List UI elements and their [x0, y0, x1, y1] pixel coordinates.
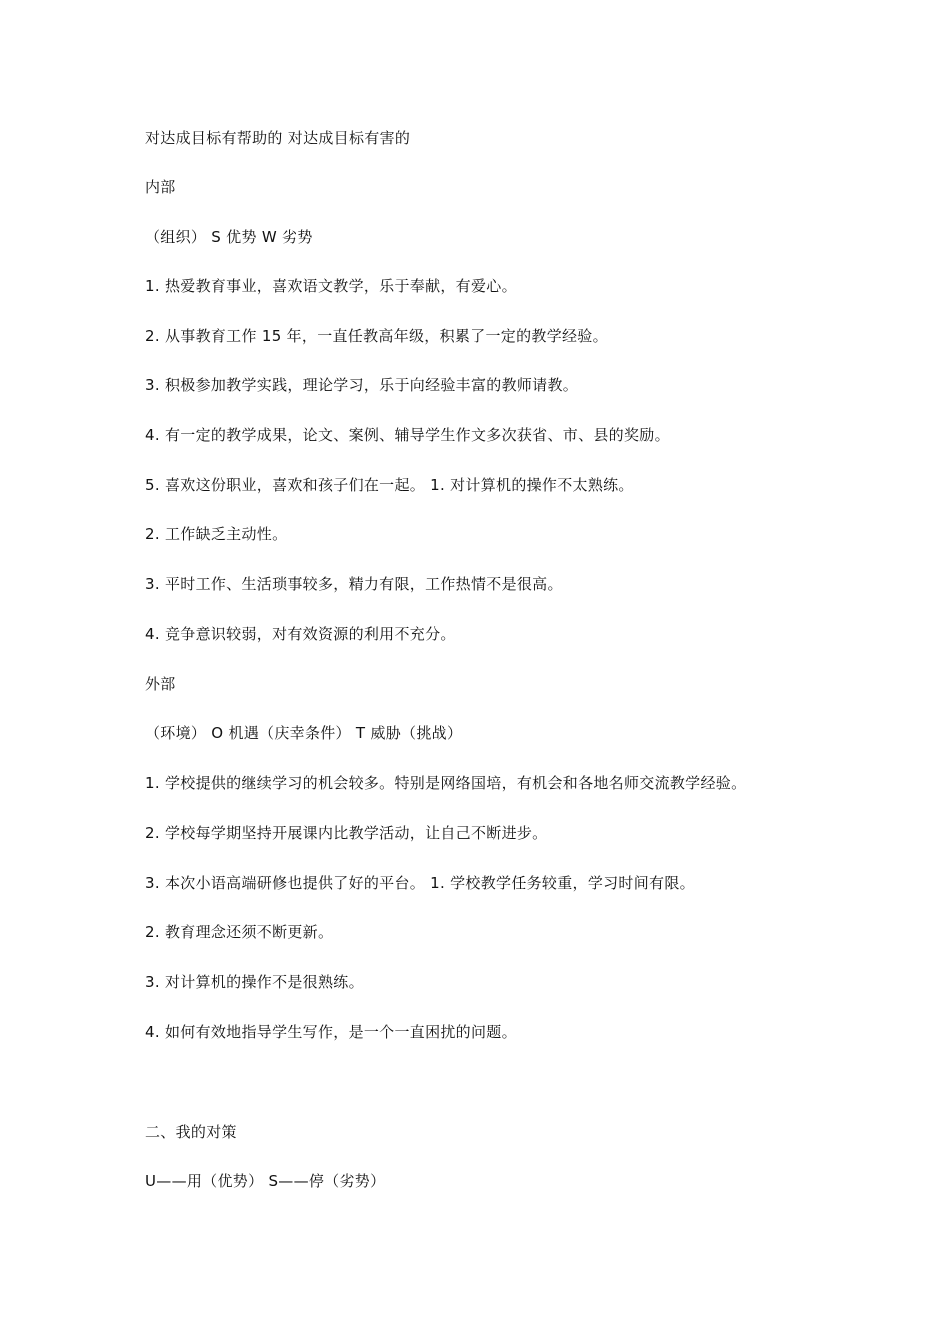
threat-item-3: 3. 对计算机的操作不是很熟练。 — [145, 973, 364, 991]
section-heading-strategy: 二、我的对策 — [145, 1123, 237, 1141]
strength-item-2: 2. 从事教育工作 15 年，一直任教高年级，积累了一定的教学经验。 — [145, 327, 608, 345]
threat-item-2: 2. 教育理念还须不断更新。 — [145, 923, 334, 941]
opportunity-item-3: 3. 本次小语高端研修也提供了好的平台。 1. 学校教学任务较重，学习时间有限。 — [145, 874, 695, 892]
section-label-internal: 内部 — [145, 178, 176, 196]
opportunity-item-1: 1. 学校提供的继续学习的机会较多。特别是网络国培，有机会和各地名师交流教学经验。 — [145, 774, 747, 792]
strength-item-3: 3. 积极参加教学实践，理论学习，乐于向经验丰富的教师请教。 — [145, 376, 579, 394]
table-header-line: 对达成目标有帮助的 对达成目标有害的 — [145, 129, 411, 147]
weakness-item-3: 3. 平时工作、生活琐事较多，精力有限，工作热情不是很高。 — [145, 575, 563, 593]
internal-sw-header: （组织） S 优势 W 劣势 — [145, 228, 313, 246]
section-label-external: 外部 — [145, 675, 176, 693]
strategy-line: U——用（优势） S——停（劣势） — [145, 1172, 386, 1190]
weakness-item-4: 4. 竞争意识较弱，对有效资源的利用不充分。 — [145, 625, 456, 643]
strength-item-4: 4. 有一定的教学成果，论文、案例、辅导学生作文多次获省、市、县的奖励。 — [145, 426, 670, 444]
threat-item-4: 4. 如何有效地指导学生写作，是一个一直困扰的问题。 — [145, 1023, 517, 1041]
strength-item-5: 5. 喜欢这份职业，喜欢和孩子们在一起。 1. 对计算机的操作不太熟练。 — [145, 476, 634, 494]
weakness-item-2: 2. 工作缺乏主动性。 — [145, 525, 288, 543]
external-ot-header: （环境） O 机遇（庆幸条件） T 威胁（挑战） — [145, 724, 463, 742]
opportunity-item-2: 2. 学校每学期坚持开展课内比教学活动，让自己不断进步。 — [145, 824, 548, 842]
strength-item-1: 1. 热爱教育事业，喜欢语文教学，乐于奉献，有爱心。 — [145, 277, 517, 295]
